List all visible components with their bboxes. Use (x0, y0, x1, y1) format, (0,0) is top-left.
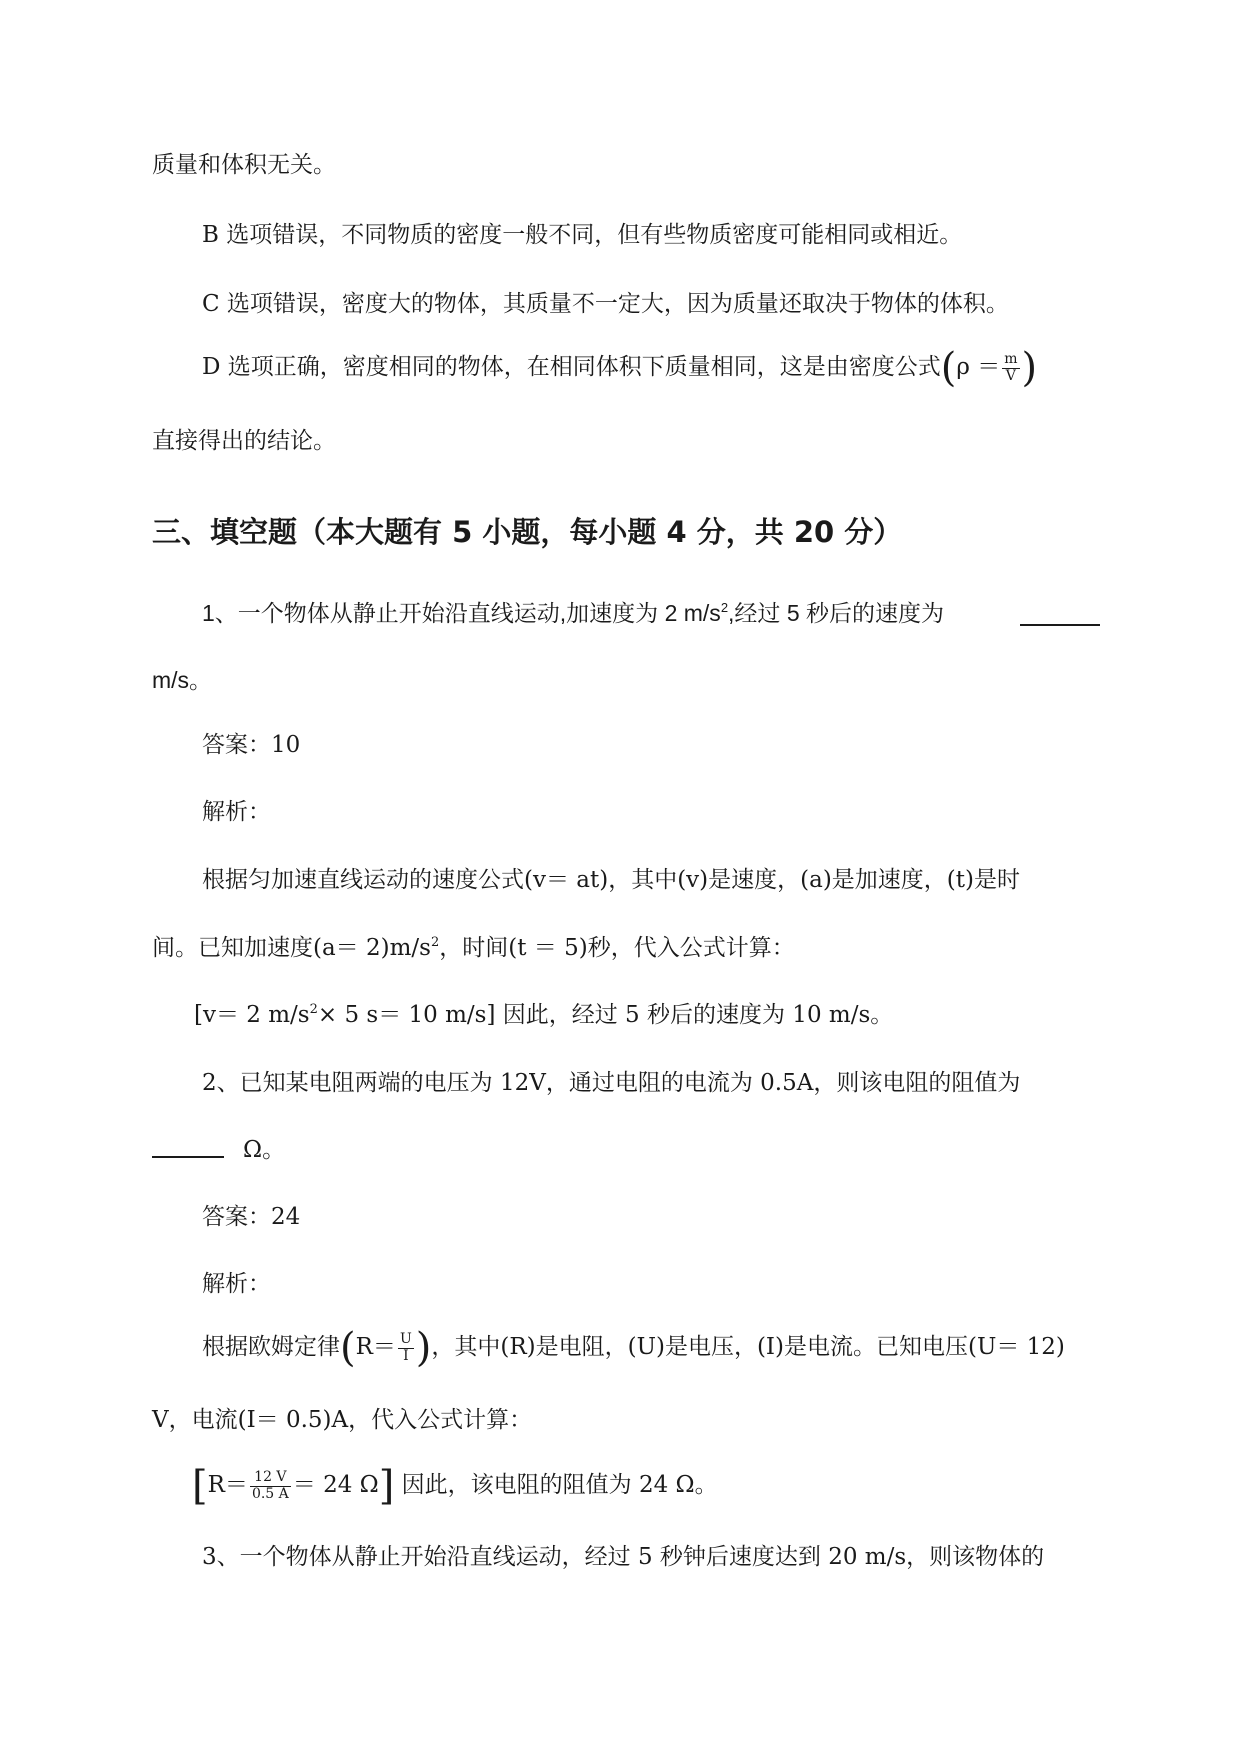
option-d-explanation: D 选项正确，密度相同的物体，在相同体积下质量相同，这是由密度公式(ρ ＝ $\frac{m}{V}$ ) (202, 345, 1038, 391)
option-d-conclusion: 直接得出的结论。 (152, 428, 336, 454)
q1-calculation: [v＝ 2 $m/s^2\times 5$ s＝ 10 m/s] 因此，经过 5 秒后的速度为 10 m/s。 (194, 1002, 894, 1028)
prev-continuation: 质量和体积无关。 (152, 152, 336, 178)
q2-unit: Ω。 (243, 1137, 286, 1163)
section-title: 三、填空题（本大题有 5 小题，每小题 4 分，共 20 分） (152, 515, 903, 549)
resistance-fraction: $\frac{12 V}{0.5 A}$ (251, 1469, 289, 1502)
ohm-fraction: $\frac{U}{I}$ (399, 1331, 412, 1364)
q2-analysis-line1: 根据欧姆定律(R＝ $\frac{U}{I}$ )，其中(R)是电阻，(U)是电压，(I)是电流。已知电压(U＝ 12) (202, 1325, 1065, 1371)
q2-stem: 2、已知某电阻两端的电压为 12V，通过电阻的电流为 0.5A，则该电阻的阻值为 (202, 1070, 1021, 1096)
q2-answer: 答案：24 (202, 1204, 301, 1230)
q1-analysis-line2: 间。已知加速度$(a= 2)m/s^2$，时间(t ＝ 5)秒，代入公式计算： (152, 935, 795, 961)
density-formula-rho: ρ ＝ (956, 354, 1001, 380)
q2-analysis-label: 解析： (202, 1271, 271, 1297)
density-fraction: $\frac{m}{V}$ (1004, 351, 1018, 384)
q1-analysis-line1: 根据匀加速直线运动的速度公式(v＝ at)，其中(v)是速度，(a)是加速度，(t)是时 (202, 867, 1020, 893)
q1-stem: 1、一个物体从静止开始沿直线运动,加速度为 2 $m/s^2$,经过 5 秒后的速度为 (202, 600, 945, 626)
option-c-explanation: C 选项错误，密度大的物体，其质量不一定大，因为质量还取决于物体的体积。 (202, 291, 1009, 317)
q2-analysis-line2: V，电流(I＝ 0.5)A，代入公式计算： (152, 1407, 533, 1433)
q1-unit: m/s。 (152, 667, 213, 693)
q1-answer-blank[interactable] (1020, 624, 1100, 626)
q2-calculation: [R＝ $\frac{12 V}{0.5 A}$ ＝ 24 Ω] 因此，该电阻的阻值为 24 Ω。 (192, 1463, 718, 1509)
q1-answer: 答案：10 (202, 732, 301, 758)
q3-stem: 3、一个物体从静止开始沿直线运动，经过 5 秒钟后速度达到 20 m/s，则该物体的 (202, 1544, 1045, 1570)
option-b-explanation: B 选项错误，不同物质的密度一般不同，但有些物质密度可能相同或相近。 (202, 222, 963, 248)
q2-answer-blank[interactable] (152, 1156, 224, 1158)
q1-analysis-label: 解析： (202, 799, 271, 825)
